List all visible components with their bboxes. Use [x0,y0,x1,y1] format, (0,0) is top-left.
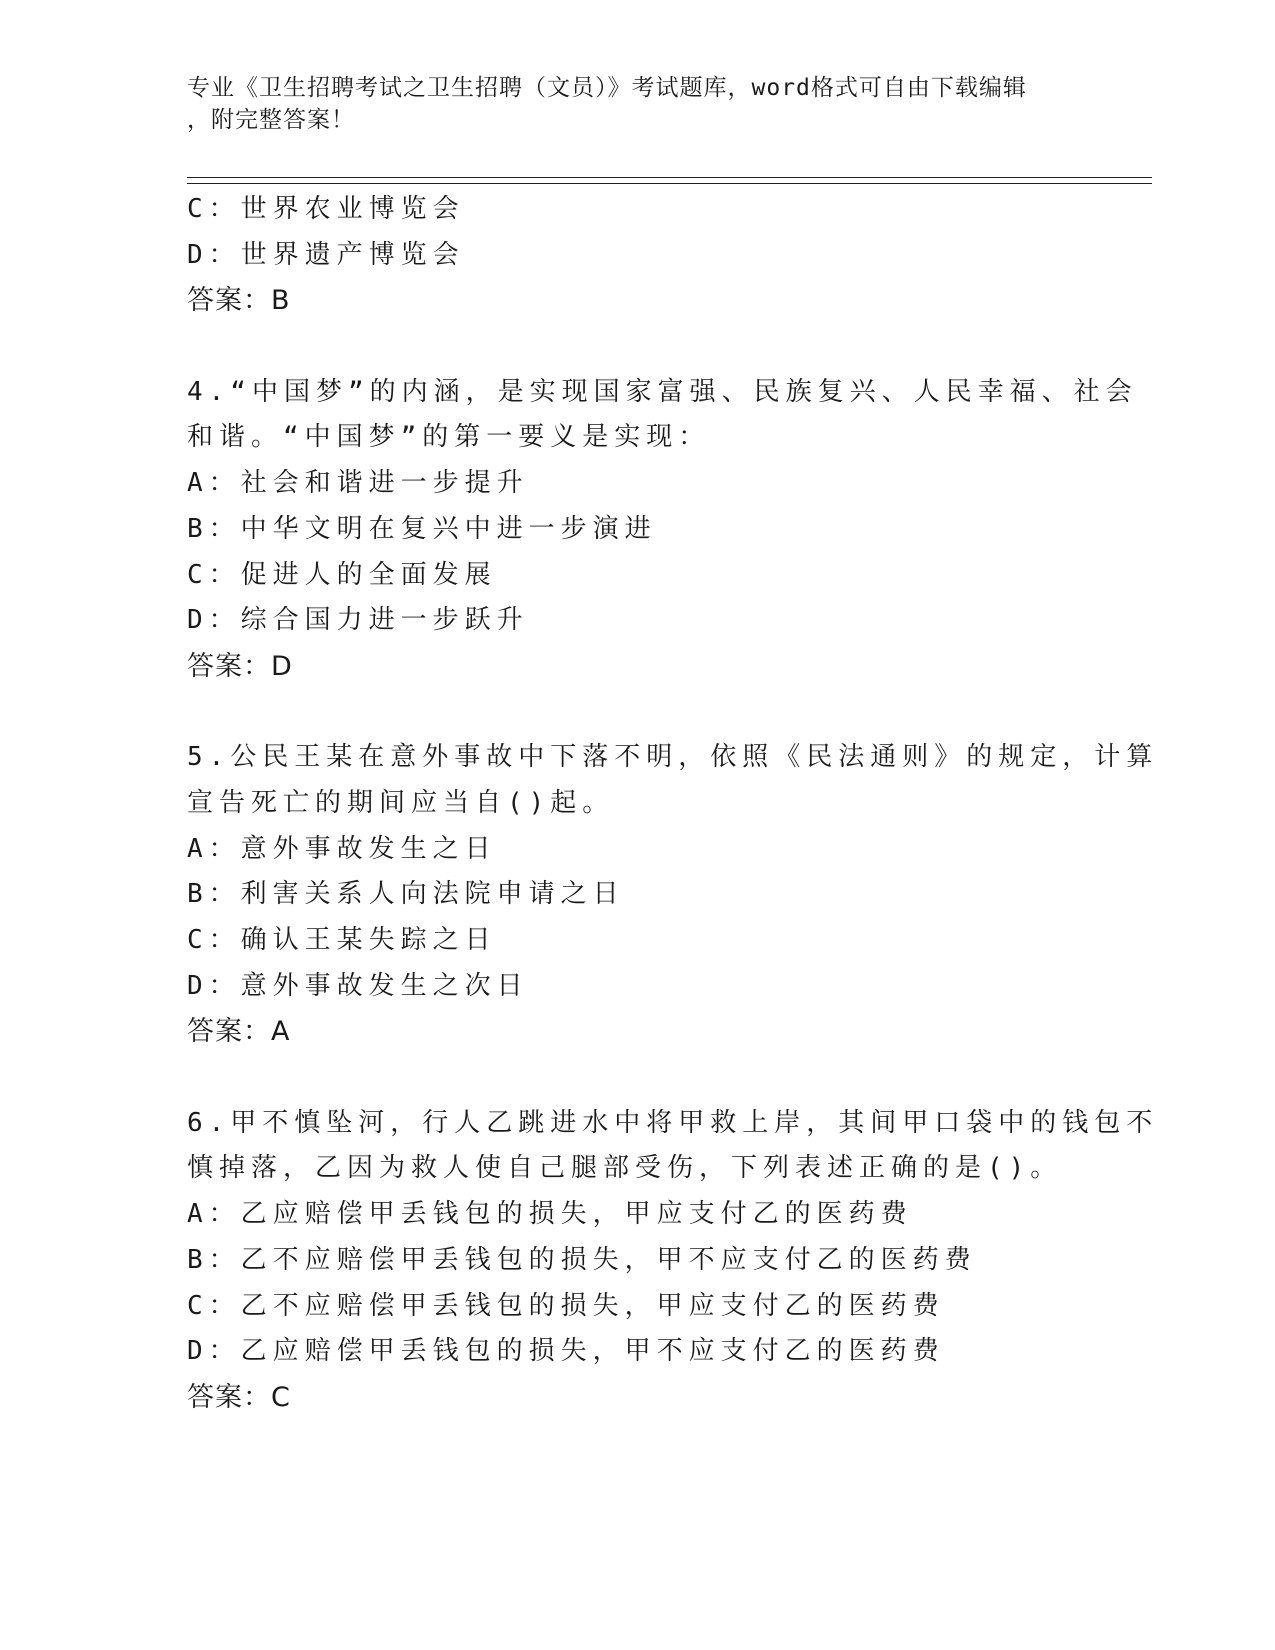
question-4 [187,370,1138,690]
option-c: C：世界农业博览会 [187,194,465,224]
header-divider-bottom [187,183,1152,184]
option-d: D：意外事故发生之次日 [187,970,529,1001]
answer: 答案：B [187,285,291,317]
option-b: B：利害关系人向法院申请之日 [187,879,625,910]
answer: 答案：D [187,650,293,682]
option-a: A：意外事故发生之日 [187,833,497,864]
spacer [187,690,1087,736]
question-3-tail [187,187,1087,324]
document-header [187,72,1067,136]
question-stem: 和谐。“中国梦”的第一要义是实现： [187,422,711,453]
option-c: C：确认王某失踪之日 [187,925,497,955]
question-stem: 6.甲不慎坠河，行人乙跳进水中将甲救上岸，其间甲口袋中的钱包不 [187,1107,1159,1138]
question-list [187,187,1159,1421]
header-title-line-1: 专业《卫生招聘考试之卫生招聘（文员）》考试题库，word格式可自由下载编辑 [187,75,1027,101]
answer: 答案：A [187,1016,291,1048]
option-b: B：乙不应赔偿甲丢钱包的损失，甲不应支付乙的医药费 [187,1244,977,1275]
option-d: D：乙应赔偿甲丢钱包的损失，甲不应支付乙的医药费 [187,1336,945,1367]
option-a: A：社会和谐进一步提升 [187,468,529,499]
option-b: B：中华文明在复兴中进一步演进 [187,513,657,544]
answer: 答案：C [187,1381,291,1413]
question-stem: 5.公民王某在意外事故中下落不明，依照《民法通则》的规定，计算 [187,742,1159,773]
question-stem: 宣告死亡的期间应当自()起。 [187,787,615,818]
spacer [187,324,1087,370]
option-a: A：乙应赔偿甲丢钱包的损失，甲应支付乙的医药费 [187,1199,913,1230]
question-6 [187,1101,1159,1421]
option-d: D：综合国力进一步跃升 [187,605,529,636]
question-stem: 慎掉落，乙因为救人使自己腿部受伤，下列表述正确的是()。 [187,1153,1063,1184]
header-title-line-2: ，附完整答案！ [187,107,355,133]
spacer [187,1055,1087,1101]
header-divider-top [187,177,1152,178]
question-stem: 4.“中国梦”的内涵，是实现国家富强、民族复兴、人民幸福、社会 [187,376,1138,407]
option-c: C：促进人的全面发展 [187,559,497,590]
option-d: D：世界遗产博览会 [187,239,465,270]
option-c: C：乙不应赔偿甲丢钱包的损失，甲应支付乙的医药费 [187,1290,945,1321]
question-5 [187,735,1159,1055]
